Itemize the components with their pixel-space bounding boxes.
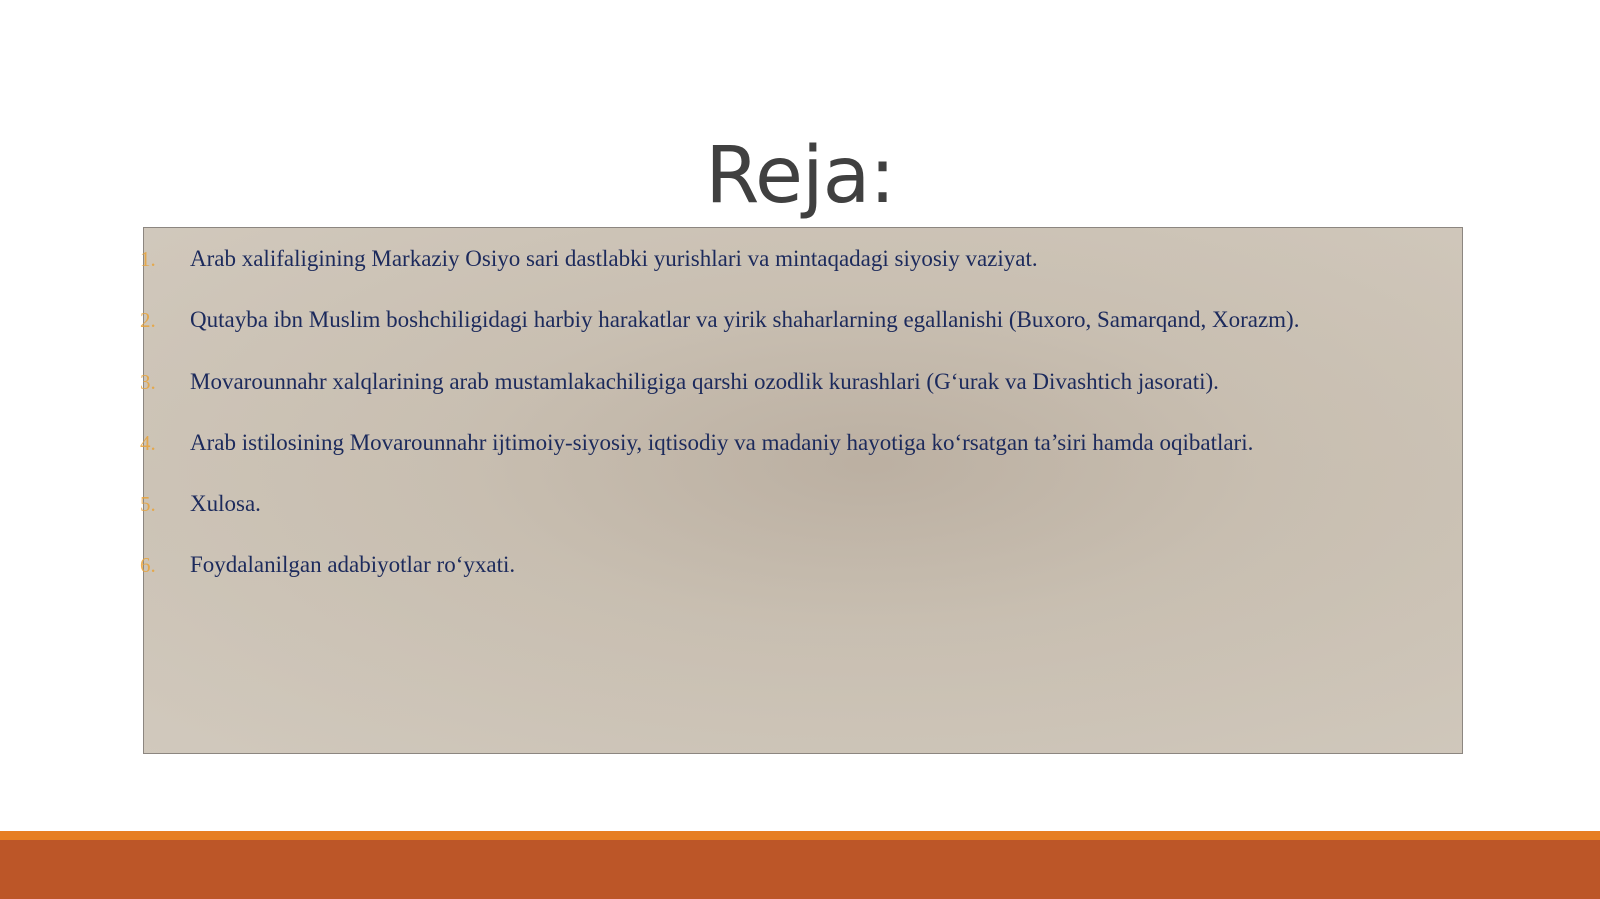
plan-item-number: 2. xyxy=(140,308,156,333)
plan-item xyxy=(140,241,1462,302)
slide-title: Reja: xyxy=(705,131,895,221)
footer-bar xyxy=(0,840,1600,899)
plan-item-number: 1. xyxy=(140,247,156,271)
plan-item-text: Xulosa. xyxy=(190,491,261,517)
plan-item-text: Arab istilosining Movarounnahr ijtimoiy-siyosiy, iqtisodiy va madaniy hayotiga ko‘rsatgan ta’siri hamda oqibatlari. xyxy=(190,429,1254,455)
plan-list xyxy=(140,241,1462,609)
plan-item-number: 3. xyxy=(140,369,156,394)
plan-item-text: Arab xalifaligining Markaziy Osiyo sari dastlabki yurishlari va mintaqadagi siyosiy vaziyat. xyxy=(190,246,1038,271)
plan-item xyxy=(140,364,1462,425)
plan-item-text: Movarounnahr xalqlarining arab mustamlakachiligiga qarshi ozodlik kurashlari (G‘urak va Divashtich jasorati). xyxy=(190,368,1219,394)
plan-item-text: Foydalanilgan adabiyotlar ro‘yxati. xyxy=(190,552,516,578)
plan-item-number: 5. xyxy=(140,492,156,517)
footer-accent-bar xyxy=(0,831,1600,840)
plan-item-text: Qutayba ibn Muslim boshchiligidagi harbiy harakatlar va yirik shaharlarning egallanishi (Buxoro, Samarqand, Xorazm). xyxy=(190,307,1300,333)
plan-item xyxy=(140,486,1462,547)
plan-content-box xyxy=(140,227,1463,754)
plan-item-number: 6. xyxy=(140,553,156,578)
plan-item xyxy=(140,547,1462,608)
plan-item-number: 4. xyxy=(140,430,156,455)
plan-item xyxy=(140,302,1462,363)
plan-item xyxy=(140,425,1462,486)
